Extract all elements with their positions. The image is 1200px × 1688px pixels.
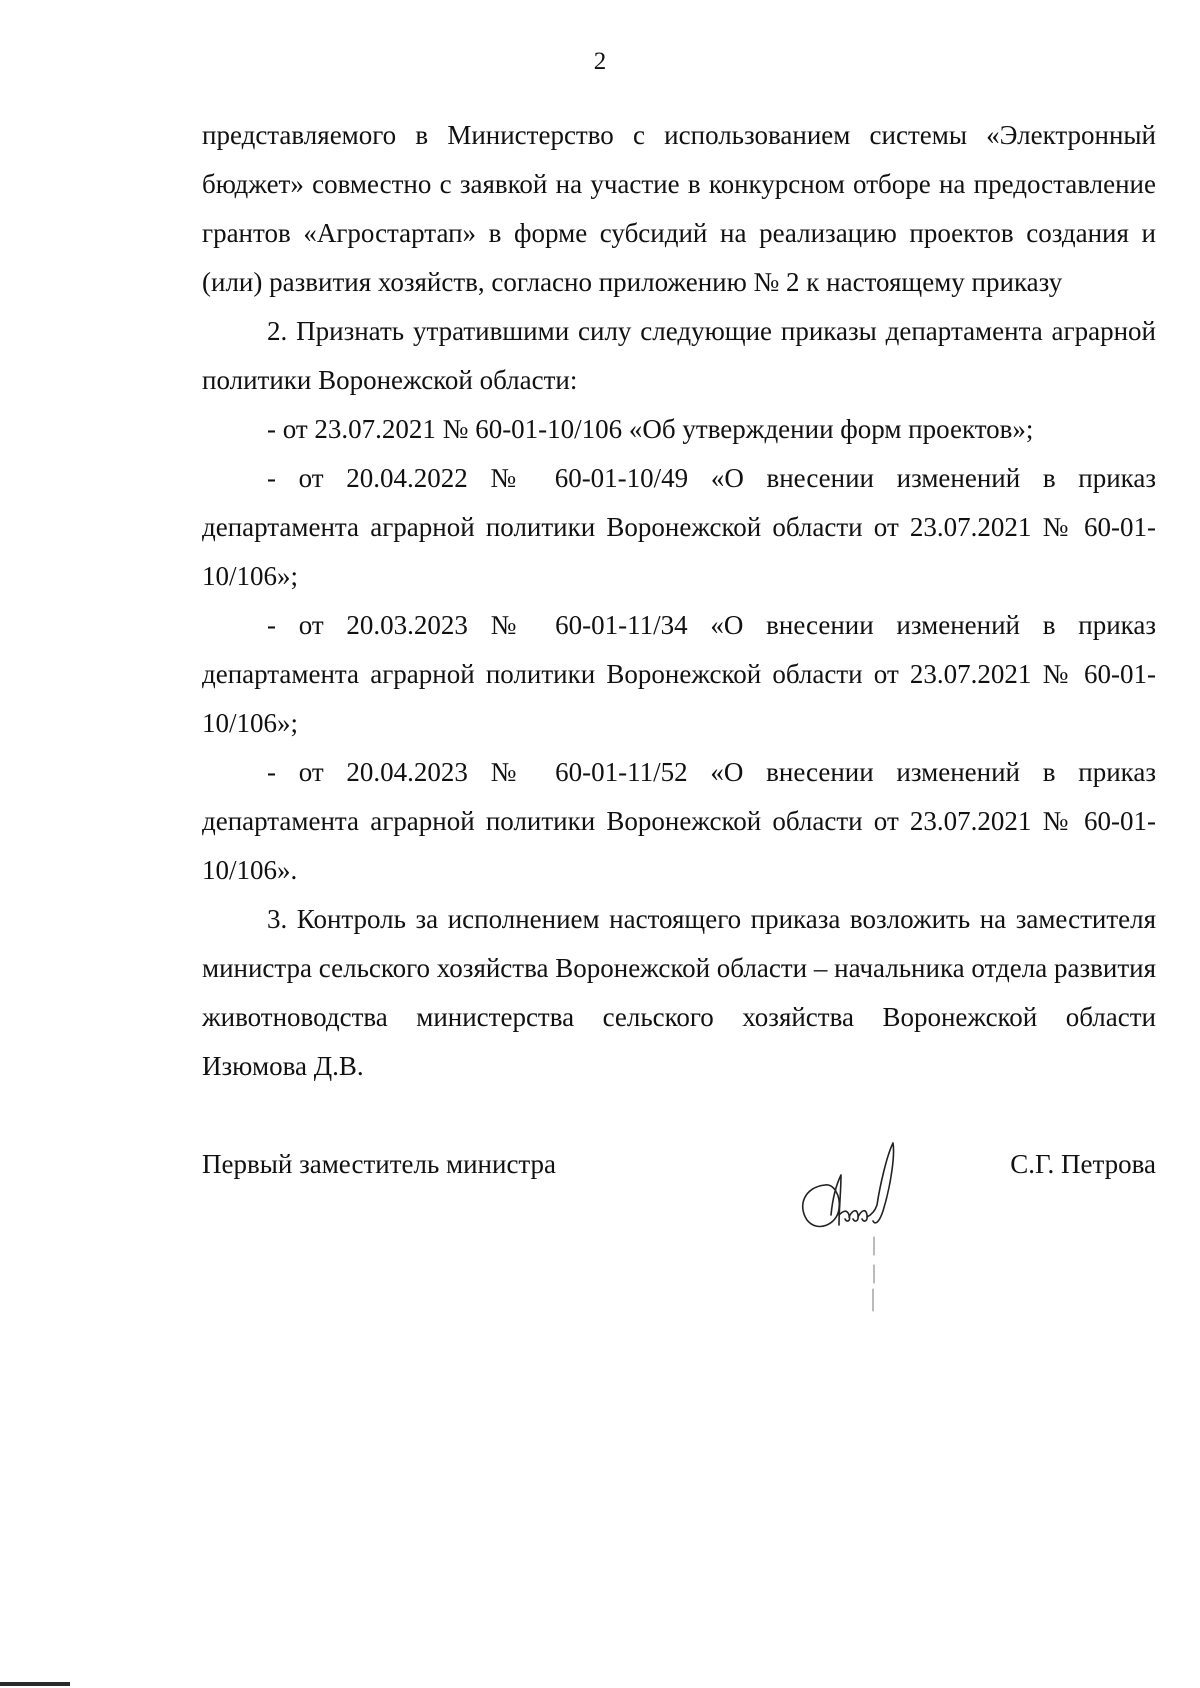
document-body: [202, 111, 1156, 1091]
paragraph-item-2: 2. Признать утратившими силу следующие приказы департамента аграрной политики Воронежской области:: [202, 316, 1156, 395]
signature-block: [202, 1149, 1156, 1189]
paragraph-continuation: представляемого в Министерство с использованием системы «Электронный бюджет» совместно с заявкой на участие в конкурсном отборе на предоставление грантов «Агростартап» в форме субсидий на реализацию проектов создания и (или) развития хозяйств, согласно приложению № 2 к настоящему приказу: [202, 120, 1156, 297]
list-item-revoked-order-2: - от 20.04.2022 № 60-01-10/49 «О внесении изменений в приказ департамента аграрной политики Воронежской области от 23.07.2021 № 60-01-10/106»;: [202, 463, 1156, 591]
signer-title: Первый заместитель министра: [202, 1149, 557, 1179]
handwritten-signature: [795, 1125, 935, 1335]
page-number: 2: [593, 48, 607, 75]
list-item-revoked-order-3: - от 20.03.2023 № 60-01-11/34 «О внесении изменений в приказ департамента аграрной политики Воронежской области от 23.07.2021 № 60-01-10/106»;: [202, 610, 1156, 738]
signer-name: С.Г. Петрова: [1010, 1149, 1156, 1179]
list-item-revoked-order-1: - от 23.07.2021 № 60-01-10/106 «Об утверждении форм проектов»;: [267, 414, 1034, 444]
paragraph-item-3: 3. Контроль за исполнением настоящего приказа возложить на заместителя министра сельского хозяйства Воронежской области – начальника отдела развития животноводства министерства сельского хозяйства Воронежской области Изюмова Д.В.: [202, 904, 1156, 1081]
list-item-revoked-order-4: - от 20.04.2023 № 60-01-11/52 «О внесении изменений в приказ департамента аграрной политики Воронежской области от 23.07.2021 № 60-01-10/106».: [202, 757, 1156, 885]
scan-edge-mark: [0, 1682, 70, 1686]
